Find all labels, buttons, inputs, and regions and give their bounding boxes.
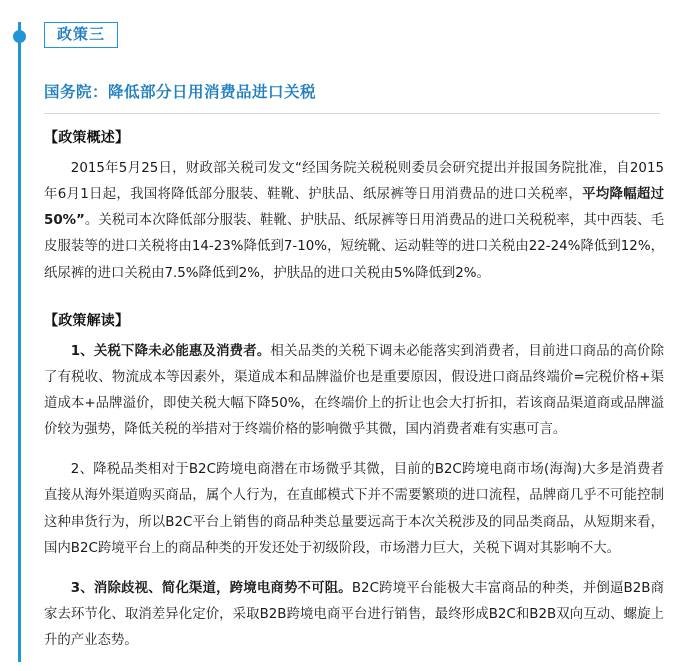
page-title: 国务院：降低部分日用消费品进口关税 bbox=[44, 83, 317, 101]
title-divider bbox=[44, 113, 660, 114]
overview-paragraph bbox=[44, 156, 664, 287]
analysis-3-lead: 3、消除歧视、简化渠道，跨境电商势不可阻。 bbox=[70, 580, 352, 596]
analysis-paragraph-1 bbox=[44, 339, 664, 444]
section-heading-overview: 【政策概述】 bbox=[44, 130, 130, 146]
analysis-paragraph-3 bbox=[44, 576, 664, 654]
badge-row bbox=[44, 22, 664, 56]
policy-badge: 政策三 bbox=[44, 22, 118, 48]
analysis-1-body: 相关品类的关税下调未必能落实到消费者，目前进口商品的高价除了有税收、物流成本等因素外，渠道成本和品牌溢价也是重要原因，假设进口商品终端价=完税价格+渠道成本+品牌溢价，即使关税大幅下降50%，在终端价上的折让也会大打折扣，若该商品渠道商或品牌溢价较为强势，降低关税的举措对于终端价格的影响微乎其微，国内消费者难有实惠可言。 bbox=[44, 343, 664, 438]
rail-bullet-dot bbox=[13, 30, 26, 43]
overview-text-b: 。关税司本次降低部分服装、鞋靴、护肤品、纸尿裤等日用消费品的进口关税税率，其中西装、毛皮服装等的进口关税将由14-23%降低到7-10%，短统靴、运动鞋等的进口关税由22-24%降低到12%，纸尿裤的进口关税由7.5%降低到2%，护肤品的进口关税由5%降低到2%。 bbox=[44, 213, 664, 281]
left-accent-rail bbox=[18, 22, 21, 662]
analysis-paragraph-2 bbox=[44, 457, 664, 562]
overview-text-bold: 平均降幅超过50%” bbox=[44, 187, 664, 229]
section-heading-analysis: 【政策解读】 bbox=[44, 312, 130, 329]
document-content bbox=[44, 22, 664, 654]
overview-text-a: 2015年5月25日，财政部关税司发文“经国务院关税税则委员会研究提出并报国务院批准，自2015年6月1日起，我国将降低部分服装、鞋靴、护肤品、纸尿裤等日用消费品的进口关税率， bbox=[44, 161, 664, 203]
analysis-1-lead: 1、关税下降未必能惠及消费者。 bbox=[70, 343, 271, 359]
analysis-3-body: B2C跨境平台能极大丰富商品的种类，并倒逼B2B商家去环节化、取消差异化定价，采取B2B跨境电商平台进行销售，最终形成B2C和B2B双向互动、螺旋上升的产业态势。 bbox=[44, 580, 664, 649]
spacer bbox=[44, 287, 664, 297]
analysis-2-body: 2、降税品类相对于B2C跨境电商潜在市场微乎其微，目前的B2C跨境电商市场(海淘)大多是消费者直接从海外渠道购买商品，属个人行为，在直邮模式下并不需要繁琐的进口流程，品牌商几乎不可能控制这种串货行为，所以B2C平台上销售的商品种类总量要远高于本次关税涉及的同品类商品，从短期来看，国内B2C跨境平台上的商品种类的开发还处于初级阶段，市场潜力巨大，关税下调对其影响不大。 bbox=[44, 462, 664, 556]
